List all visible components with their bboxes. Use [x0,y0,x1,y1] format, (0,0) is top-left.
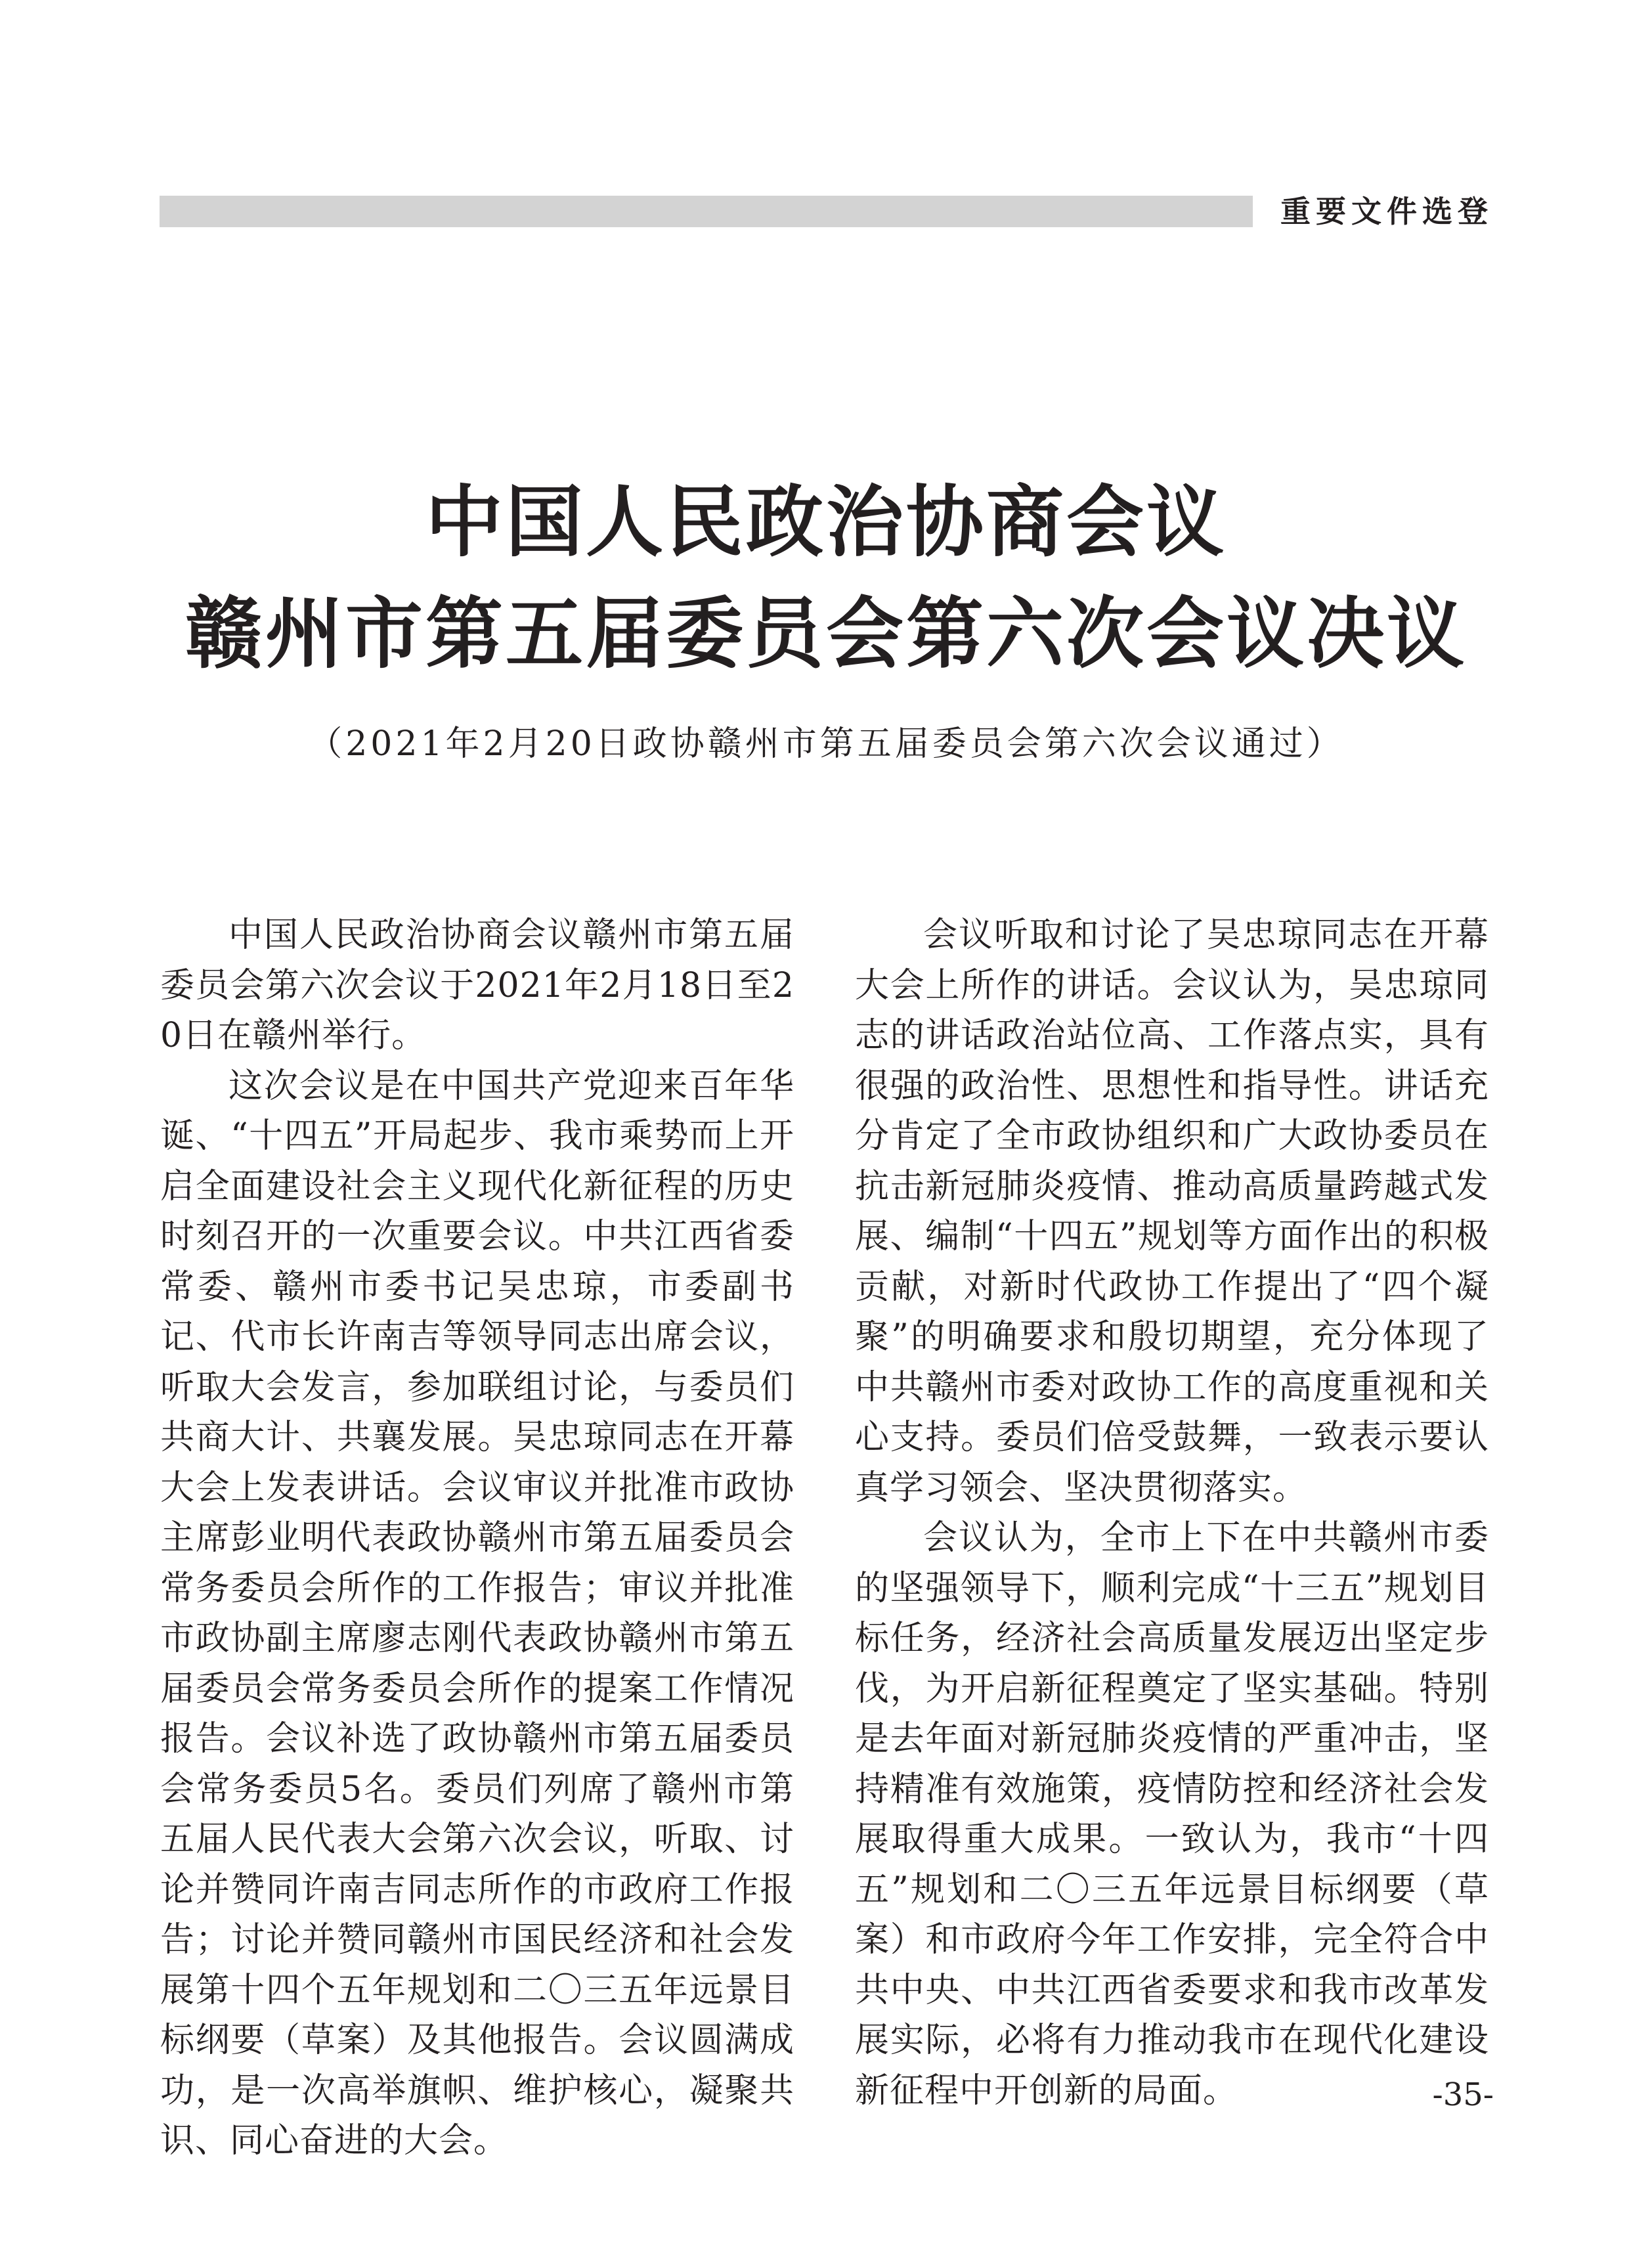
body-paragraph: 会议认为，全市上下在中共赣州市委的坚强领导下，顺利完成“十三五”规划目标任务，经济社会高质量发展迈出坚定步伐，为开启新征程奠定了坚实基础。特别是去年面对新冠肺炎疫情的严重冲击，坚持精准有效施策，疫情防控和经济社会发展取得重大成果。一致认为，我市“十四五”规划和二〇三五年远景目标纲要（草案）和市政府今年工作安排，完全符合中共中央、中共江西省委要求和我市改革发展实际，必将有力推动我市在现代化建设新征程中开创新的局面。 [855,1518,1489,2111]
document-subtitle: （2021年2月20日政协赣州市第五届委员会第六次会议通过） [308,724,1344,764]
body-paragraph: 这次会议是在中国共产党迎来百年华诞、“十四五”开局起步、我市乘势而上开启全面建设社会主义现代化新征程的历史时刻召开的一次重要会议。中共江西省委常委、赣州市委书记吴忠琼，市委副书记、代市长许南吉等领导同志出席会议，听取大会发言，参加联组讨论，与委员们共商大计、共襄发展。吴忠琼同志在开幕大会上发表讲话。会议审议并批准市政协主席彭业明代表政协赣州市第五届委员会常务委员会所作的工作报告；审议并批准市政协副主席廖志刚代表政协赣州市第五届委员会常务委员会所作的提案工作情况报告。会议补选了政协赣州市第五届委员会常务委员5名。委员们列席了赣州市第五届人民代表大会第六次会议，听取、讨论并赞同许南吉同志所作的市政府工作报告；讨论并赞同赣州市国民经济和社会发展第十四个五年规划和二〇三五年远景目标纲要（草案）及其他报告。会议圆满成功，是一次高举旗帜、维护核心，凝聚共识、同心奋进的大会。 [160,1066,794,2160]
section-label: 重要文件选登 [1280,194,1493,229]
page-number: -35- [1432,2076,1494,2113]
body-column-right [855,910,1489,2116]
document-title-line-2: 赣州市第五届委员会第六次会议决议 [185,588,1467,679]
body-column-left [160,910,794,2166]
section-header-bar [160,196,1253,227]
body-paragraph: 会议听取和讨论了吴忠琼同志在开幕大会上所作的讲话。会议认为，吴忠琼同志的讲话政治站位高、工作落点实，具有很强的政治性、思想性和指导性。讲话充分肯定了全市政协组织和广大政协委员在抗击新冠肺炎疫情、推动高质量跨越式发展、编制“十四五”规划等方面作出的积极贡献，对新时代政协工作提出了“四个凝聚”的明确要求和殷切期望，充分体现了中共赣州市委对政协工作的高度重视和关心支持。委员们倍受鼓舞，一致表示要认真学习领会、坚决贯彻落实。 [855,915,1489,1508]
body-paragraph: 中国人民政治协商会议赣州市第五届委员会第六次会议于2021年2月18日至20日在赣州举行。 [160,915,794,1055]
document-title-line-1: 中国人民政治协商会议 [425,477,1227,567]
